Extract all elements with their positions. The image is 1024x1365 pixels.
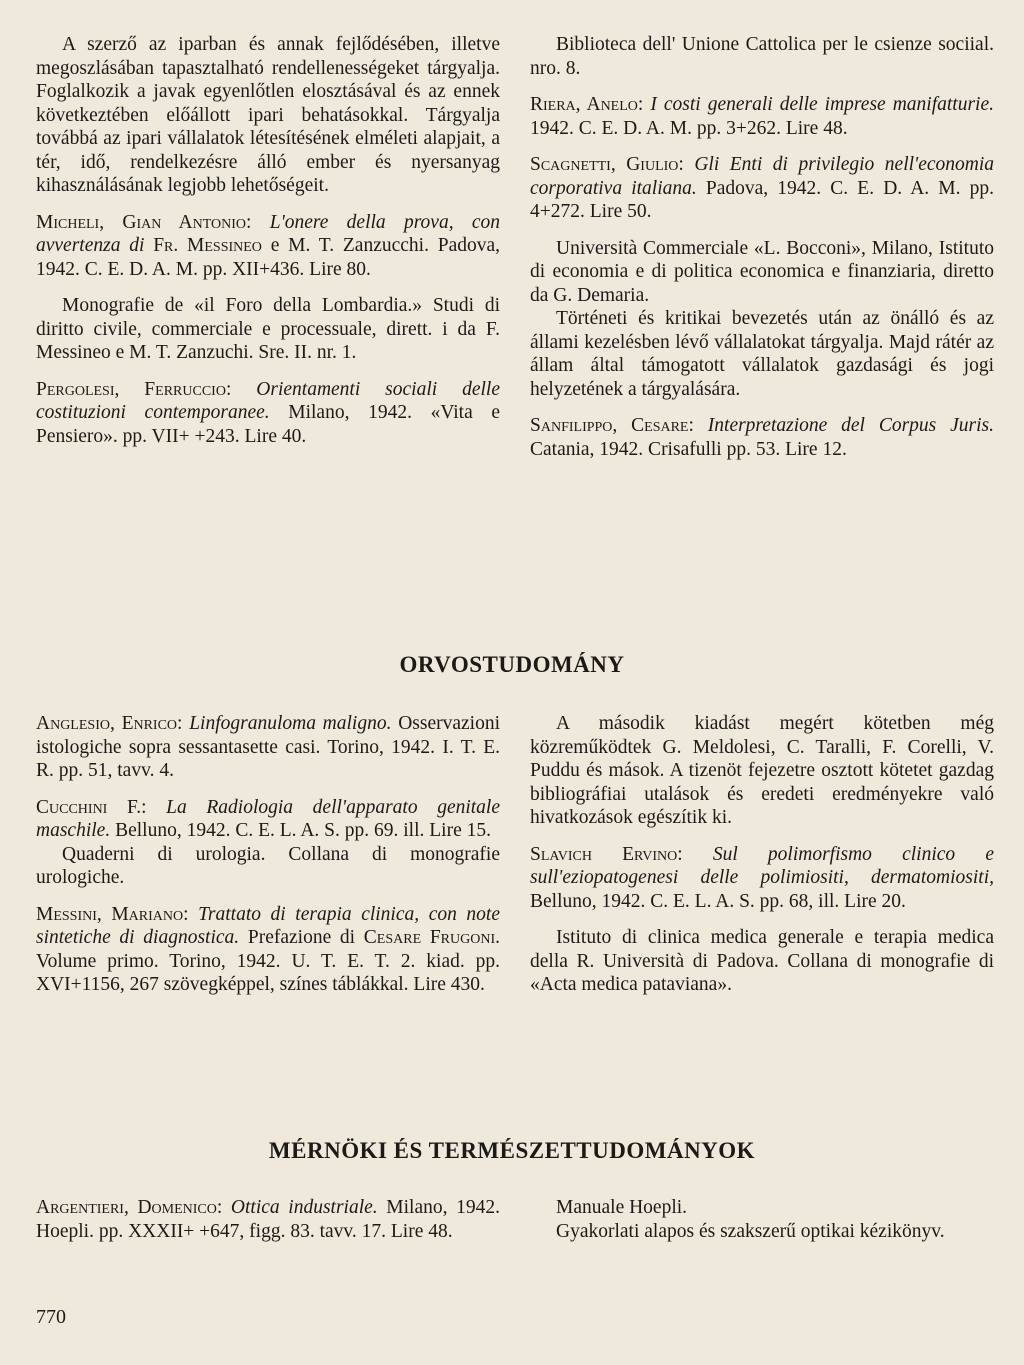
section-heading-orvostudomany: ORVOSTUDOMÁNY	[399, 652, 625, 677]
review-text: A második kiadást megért kötetben még közreműködtek G. Meldolesi, C. Taralli, F. Corelli, V. Puddu és mások. A tizenöt fejezetre osztott kötetet gazdag bibliográfiai utalások és eredeti eredményekre való hivatkozások egészítik ki.	[530, 713, 994, 828]
section-heading-mernoki: MÉRNÖKI ÉS TERMÉSZETTUDOMÁNYOK	[268, 1138, 756, 1163]
bibliography-entry: Pergolesi, Ferruccio: Orientamenti sociali delle costituzioni contemporanee. Milano, 1942. «Vita e Pensiero». pp. VII+ +243. Lire 40.	[36, 378, 500, 447]
series-note: Università Commerciale «L. Bocconi», Milano, Istituto di economia e di politica economica e finanziaria, diretto da G. Demaria.	[530, 237, 994, 306]
bibliography-entry: Messini, Mariano: Trattato di terapia clinica, con note sintetiche di diagnostica. Prefazione di Cesare Frugoni. Volume primo. Torino, 1942. U. T. E. T. 2. kiad. pp. XVI+1156, 267 szövegképpel, színes táblákkal. Lire 430.	[36, 903, 500, 995]
entry-author: Slavich Ervino	[530, 843, 678, 865]
series-note: Biblioteca dell' Unione Cattolica per le csienze sociial. nro. 8.	[530, 34, 994, 79]
entry-title: Sul polimorfismo clinico e sull'eziopatogenesi delle polimiositi, dermatomiositi,	[530, 843, 995, 888]
entry-publication: Milano, 1942. Hoepli. pp. XXXII+ +647, figg. 83. tavv. 17. Lire 48.	[36, 1197, 500, 1242]
entry-publication: Catania, 1942. Crisafulli pp. 53. Lire 12.	[530, 438, 847, 460]
entry-publication: Osservazioni istologiche sopra sessantasette casi. Torino, 1942. I. T. E. R. pp. 51, tavv. 4.	[36, 713, 501, 781]
bibliography-entry: Argentieri, Domenico: Ottica industriale. Milano, 1942. Hoepli. pp. XXXII+ +647, figg. 83. tavv. 17. Lire 48.	[36, 1197, 500, 1242]
bibliography-entry: Sanfilippo, Cesare: Interpretazione del Corpus Juris. Catania, 1942. Crisafulli pp. 53. Lire 12.	[530, 415, 994, 460]
review-text: A szerző az iparban és annak fejlődésében, illetve megoszlásában tapasztalható rendellenességeket tárgyalja. Foglalkozik a javak egyenlőtlen elosztásával és az ennek következtében előállott ipari behatásokkal. Tárgyalja továbbá az ipari vállalatok létesítésének elméleti alapjait, a tér, idő, rendelkezésre álló ember és nyersanyag kihasználásának legjobb lehetőségeit.	[36, 34, 500, 196]
entry-publication: Milano, 1942. «Vita e Pensiero». pp. VII+ +243. Lire 40.	[36, 402, 500, 447]
entry-author: Argentieri, Domenico	[36, 1197, 217, 1218]
review-text: Történeti és kritikai bevezetés után az önálló és az állami kezelésben lévő vállalatokat tárgyalja. Majd rátér az állam által támogatott vállalatok gazdasági és jogi helyzetének a tárgyalására.	[530, 308, 994, 400]
entry-title: Interpretazione del Corpus Juris.	[707, 415, 994, 436]
entry-title: Orientamenti sociali delle costituzioni contemporanee.	[36, 378, 500, 423]
bibliography-entry: Micheli, Gian Antonio: L'onere della prova, con avvertenza di Fr. Messineo e M. T. Zanzucchi. Padova, 1942. C. E. D. A. M. pp. XII+436. Lire 80.	[36, 211, 501, 280]
entry-title: Gli Enti di privilegio nell'economia corporativa italiana.	[530, 154, 995, 199]
section1-right-column	[530, 33, 994, 474]
entry-author: Sanfilippo, Cesare	[530, 415, 689, 436]
series-note: Quaderni di urologia. Collana di monografie urologiche.	[36, 843, 500, 888]
bibliography-entry: Slavich Ervino: Sul polimorfismo clinico e sull'eziopatogenesi delle polimiositi, dermatomiositi, Belluno, 1942. C. E. L. A. S. pp. 68, ill. Lire 20.	[530, 843, 995, 912]
entry-author: Riera, Anelo	[530, 94, 638, 115]
bibliography-entry: Anglesio, Enrico: Linfogranuloma maligno. Osservazioni istologiche sopra sessantasette casi. Torino, 1942. I. T. E. R. pp. 51, tavv. 4.	[36, 713, 501, 781]
entry-publication: 1942. C. E. D. A. M. pp. 3+262. Lire 48.	[530, 117, 848, 139]
entry-author: Messini, Mariano	[36, 903, 184, 925]
review-text: Gyakorlati alapos és szakszerű optikai kézikönyv.	[556, 1220, 945, 1242]
section2-left-column	[36, 712, 500, 1010]
entry-title: Ottica industriale.	[230, 1197, 378, 1218]
section1-left-column	[36, 33, 500, 461]
entry-author: Cucchini F.	[36, 796, 142, 818]
entry-author: Anglesio, Enrico	[36, 713, 178, 734]
section3-right-column	[530, 1196, 994, 1256]
series-note: Istituto di clinica medica generale e terapia medica della R. Università di Padova. Collana di monografie di «Acta medica pataviana».	[530, 927, 994, 995]
entry-publication: Padova, 1942. C. E. D. A. M. pp. 4+272. Lire 50.	[530, 177, 994, 222]
entry-publication: Belluno, 1942. C. E. L. A. S. pp. 69. ill. Lire 15.	[115, 820, 491, 841]
entry-author: Micheli, Gian Antonio	[36, 211, 247, 233]
bibliography-entry: Riera, Anelo: I costi generali delle imprese manifatturie. 1942. C. E. D. A. M. pp. 3+262. Lire 48.	[530, 94, 994, 139]
entry-author: Scagnetti, Giulio	[530, 154, 679, 175]
series-note: Manuale Hoepli.	[556, 1197, 688, 1218]
series-note: Monografie de «il Foro della Lombardia.» Studi di diritto civile, commerciale e processuale, dirett. i da F. Messineo e M. T. Zanzuchi. Sre. II. nr. 1.	[36, 295, 500, 363]
entry-title: I costi generali delle imprese manifatturie.	[650, 94, 994, 115]
entry-editor: Fr. Messineo	[153, 235, 262, 256]
section3-left-column	[36, 1196, 500, 1256]
entry-title: Linfogranuloma maligno.	[189, 713, 392, 734]
entry-publication: Volume primo. Torino, 1942. U. T. E. T. 2. kiad. pp. XVI+1156, 267 szövegképpel, színes táblákkal. Lire 430.	[36, 950, 500, 995]
bibliography-entry: Cucchini F.: La Radiologia dell'apparato genitale maschile. Belluno, 1942. C. E. L. A. S. pp. 69. ill. Lire 15.	[36, 796, 501, 841]
entry-author: Pergolesi, Ferruccio	[36, 378, 226, 400]
entry-preface-author: Cesare Frugoni.	[363, 927, 500, 948]
entry-publication: Belluno, 1942. C. E. L. A. S. pp. 68, ill. Lire 20.	[530, 890, 906, 912]
page-number: 770	[36, 1306, 66, 1328]
entry-title: La Radiologia dell'apparato genitale maschile.	[36, 796, 501, 841]
entry-title: L'onere della prova, con avvertenza di	[36, 211, 501, 256]
entry-title: Trattato di terapia clinica, con note sintetiche di diagnostica.	[36, 903, 500, 948]
entry-preface-label: Prefazione di	[247, 927, 356, 948]
entry-publication: e M. T. Zanzucchi. Padova, 1942. C. E. D. A. M. pp. XII+436. Lire 80.	[36, 235, 500, 280]
section2-right-column	[530, 712, 994, 1010]
bibliography-entry: Scagnetti, Giulio: Gli Enti di privilegio nell'economia corporativa italiana. Padova, 1942. C. E. D. A. M. pp. 4+272. Lire 50.	[530, 154, 995, 222]
